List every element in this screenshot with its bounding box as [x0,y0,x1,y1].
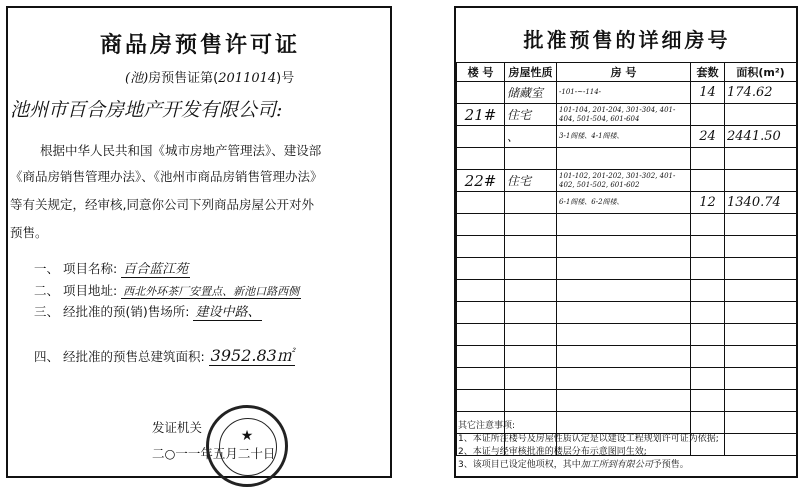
room-table-row [457,214,797,236]
cell-property-type: 、 [505,126,557,148]
cert-number-mid: 房预售证第 [148,71,214,86]
sales-site-value: 建设中路、 [195,305,261,320]
cell-property-type [505,148,557,170]
note-3-text: 3、该项目已设定他项权，其中 [458,460,581,470]
company-name: 池州市百合房地产开发有限公司: [10,99,283,121]
cell-room-numbers: 6-1阁楼、6-2阁楼、 [557,192,691,214]
cell-room-numbers: 101-102, 201-202, 301-302, 401-402, 501-502, 601-602 [557,170,691,192]
cell-area [725,390,797,412]
room-table-row [457,170,797,192]
cell-unit-count [691,280,725,302]
cell-area [725,368,797,390]
project-address-row [34,281,301,299]
cell-property-type [505,390,557,412]
room-table-row [457,126,797,148]
sales-site-row [34,301,262,320]
cell-unit-count [691,258,725,280]
cell-property-type [505,302,557,324]
cell-building: 22# [457,170,505,192]
cell-property-type: 储藏室 [505,82,557,104]
note-3 [458,459,794,472]
cell-property-type [505,258,557,280]
cert-number-value: 2011014 [218,71,277,86]
cell-area [725,214,797,236]
note-3-tail: 予预售。 [652,460,689,470]
cell-room-numbers [557,302,691,324]
header-room-numbers: 房 号 [557,63,691,82]
project-address-value: 西北外环茶厂安置点、新池口路西侧 [123,285,300,298]
cell-room-numbers: -101-~-114- [557,82,691,104]
cell-unit-count: 24 [691,126,725,148]
cell-building [457,280,505,302]
cell-property-type [505,346,557,368]
cell-unit-count [691,368,725,390]
total-area-label: 四、 经批准的预售总建筑面积: [34,349,205,364]
cell-building [457,302,505,324]
project-address-label: 二、 项目地址: [34,283,118,298]
cert-number-suffix: )号 [276,71,295,86]
room-table-row [457,82,797,104]
cell-room-numbers [557,346,691,368]
cell-property-type [505,236,557,258]
cell-room-numbers: 3-1阁楼、4-1阁楼、 [557,126,691,148]
cell-room-numbers [557,236,691,258]
issuer-label: 发证机关 [152,420,203,435]
cell-room-numbers: 101-104, 201-204, 301-304, 401-404, 501-504, 601-604 [557,104,691,126]
body-line-3: 等有关规定，经审核,同意你公司下列商品房屋公开对外 [10,197,314,212]
cell-property-type: 住宅 [505,170,557,192]
project-name-value: 百合蓝江苑 [123,262,189,277]
cell-area [725,104,797,126]
official-seal [206,405,288,487]
cell-property-type [505,192,557,214]
cell-property-type [505,214,557,236]
cell-unit-count: 12 [691,192,725,214]
cell-unit-count [691,236,725,258]
cell-building [457,258,505,280]
cell-room-numbers [557,324,691,346]
cert-number-prefix: (池) [125,71,149,86]
note-3-handwritten: 加工所到有限公司 [580,460,653,470]
cell-unit-count: 14 [691,82,725,104]
room-table-row [457,148,797,170]
body-line-2: 《商品房销售管理办法》、《池州市商品房销售管理办法》 [10,169,323,184]
sales-site-label: 三、 经批准的预(销)售场所: [34,304,190,319]
cell-building [457,148,505,170]
project-name-row [34,258,190,277]
cell-room-numbers [557,280,691,302]
certificate-number: (池)房预售证第(2011014)号 [125,71,295,86]
seal-star-icon: ★ [240,428,254,444]
room-table-row [457,324,797,346]
cell-room-numbers [557,390,691,412]
cell-area [725,346,797,368]
room-table-row [457,258,797,280]
certificate-title: 商品房预售许可证 [99,33,300,58]
cell-property-type [505,280,557,302]
cell-building [457,346,505,368]
room-list-page [440,0,800,486]
note-2-tail: 同生效; [616,447,647,457]
cell-building [457,192,505,214]
project-name-label: 一、 项目名称: [34,261,118,276]
cell-area [725,258,797,280]
issue-date: 二○一一年五月二十日 [152,446,276,461]
header-area: 面积(m²) [725,63,797,82]
note-1: 1、本证所注楼号及房屋性质认定是以建设工程规划许可证为依据; [458,434,719,444]
cell-building [457,236,505,258]
cell-property-type: 住宅 [505,104,557,126]
cell-unit-count [691,148,725,170]
total-area-row [34,343,295,366]
note-2-text: 2、本证与经审核批准的楼层分布示意图 [458,447,617,457]
certificate-page [0,0,400,486]
cell-area [725,280,797,302]
room-table-row [457,390,797,412]
cell-building [457,324,505,346]
cell-property-type [505,324,557,346]
cell-unit-count [691,170,725,192]
room-table-header [457,63,797,82]
body-line-4: 预售。 [10,225,48,240]
cell-area [725,302,797,324]
cell-area [725,170,797,192]
cell-area [725,236,797,258]
room-table-row [457,346,797,368]
cell-area [725,148,797,170]
cell-room-numbers [557,258,691,280]
room-table-row [457,368,797,390]
cell-unit-count [691,390,725,412]
room-table-row [457,192,797,214]
cell-building [457,390,505,412]
cell-building [457,82,505,104]
cell-room-numbers [557,148,691,170]
room-table-row [457,104,797,126]
cell-building [457,214,505,236]
cell-unit-count [691,104,725,126]
cell-room-numbers [557,214,691,236]
cell-property-type [505,368,557,390]
cell-building [457,368,505,390]
cell-area: 2441.50 [725,126,797,148]
notes-title: 其它注意事项: [458,421,516,431]
cell-building: 21# [457,104,505,126]
header-unit-count: 套数 [691,63,725,82]
cell-area: 174.62 [725,82,797,104]
cell-building [457,126,505,148]
cell-unit-count [691,214,725,236]
cell-unit-count [691,302,725,324]
cell-room-numbers [557,368,691,390]
cell-unit-count [691,346,725,368]
notes-section [458,420,794,472]
cell-area [725,324,797,346]
total-area-value: 3952.83㎡ [210,346,293,365]
room-list-title: 批准预售的详细房号 [523,28,731,52]
note-2 [458,446,794,459]
body-line-1: 根据中华人民共和国《城市房地产管理法》、建设部 [40,143,322,158]
header-property-type: 房屋性质 [505,63,557,82]
cell-unit-count [691,324,725,346]
cell-area: 1340.74 [725,192,797,214]
room-table [456,62,797,456]
room-table-row [457,236,797,258]
room-table-row [457,280,797,302]
header-building: 楼 号 [457,63,505,82]
room-table-row [457,302,797,324]
seal-inner-ring [219,418,277,476]
